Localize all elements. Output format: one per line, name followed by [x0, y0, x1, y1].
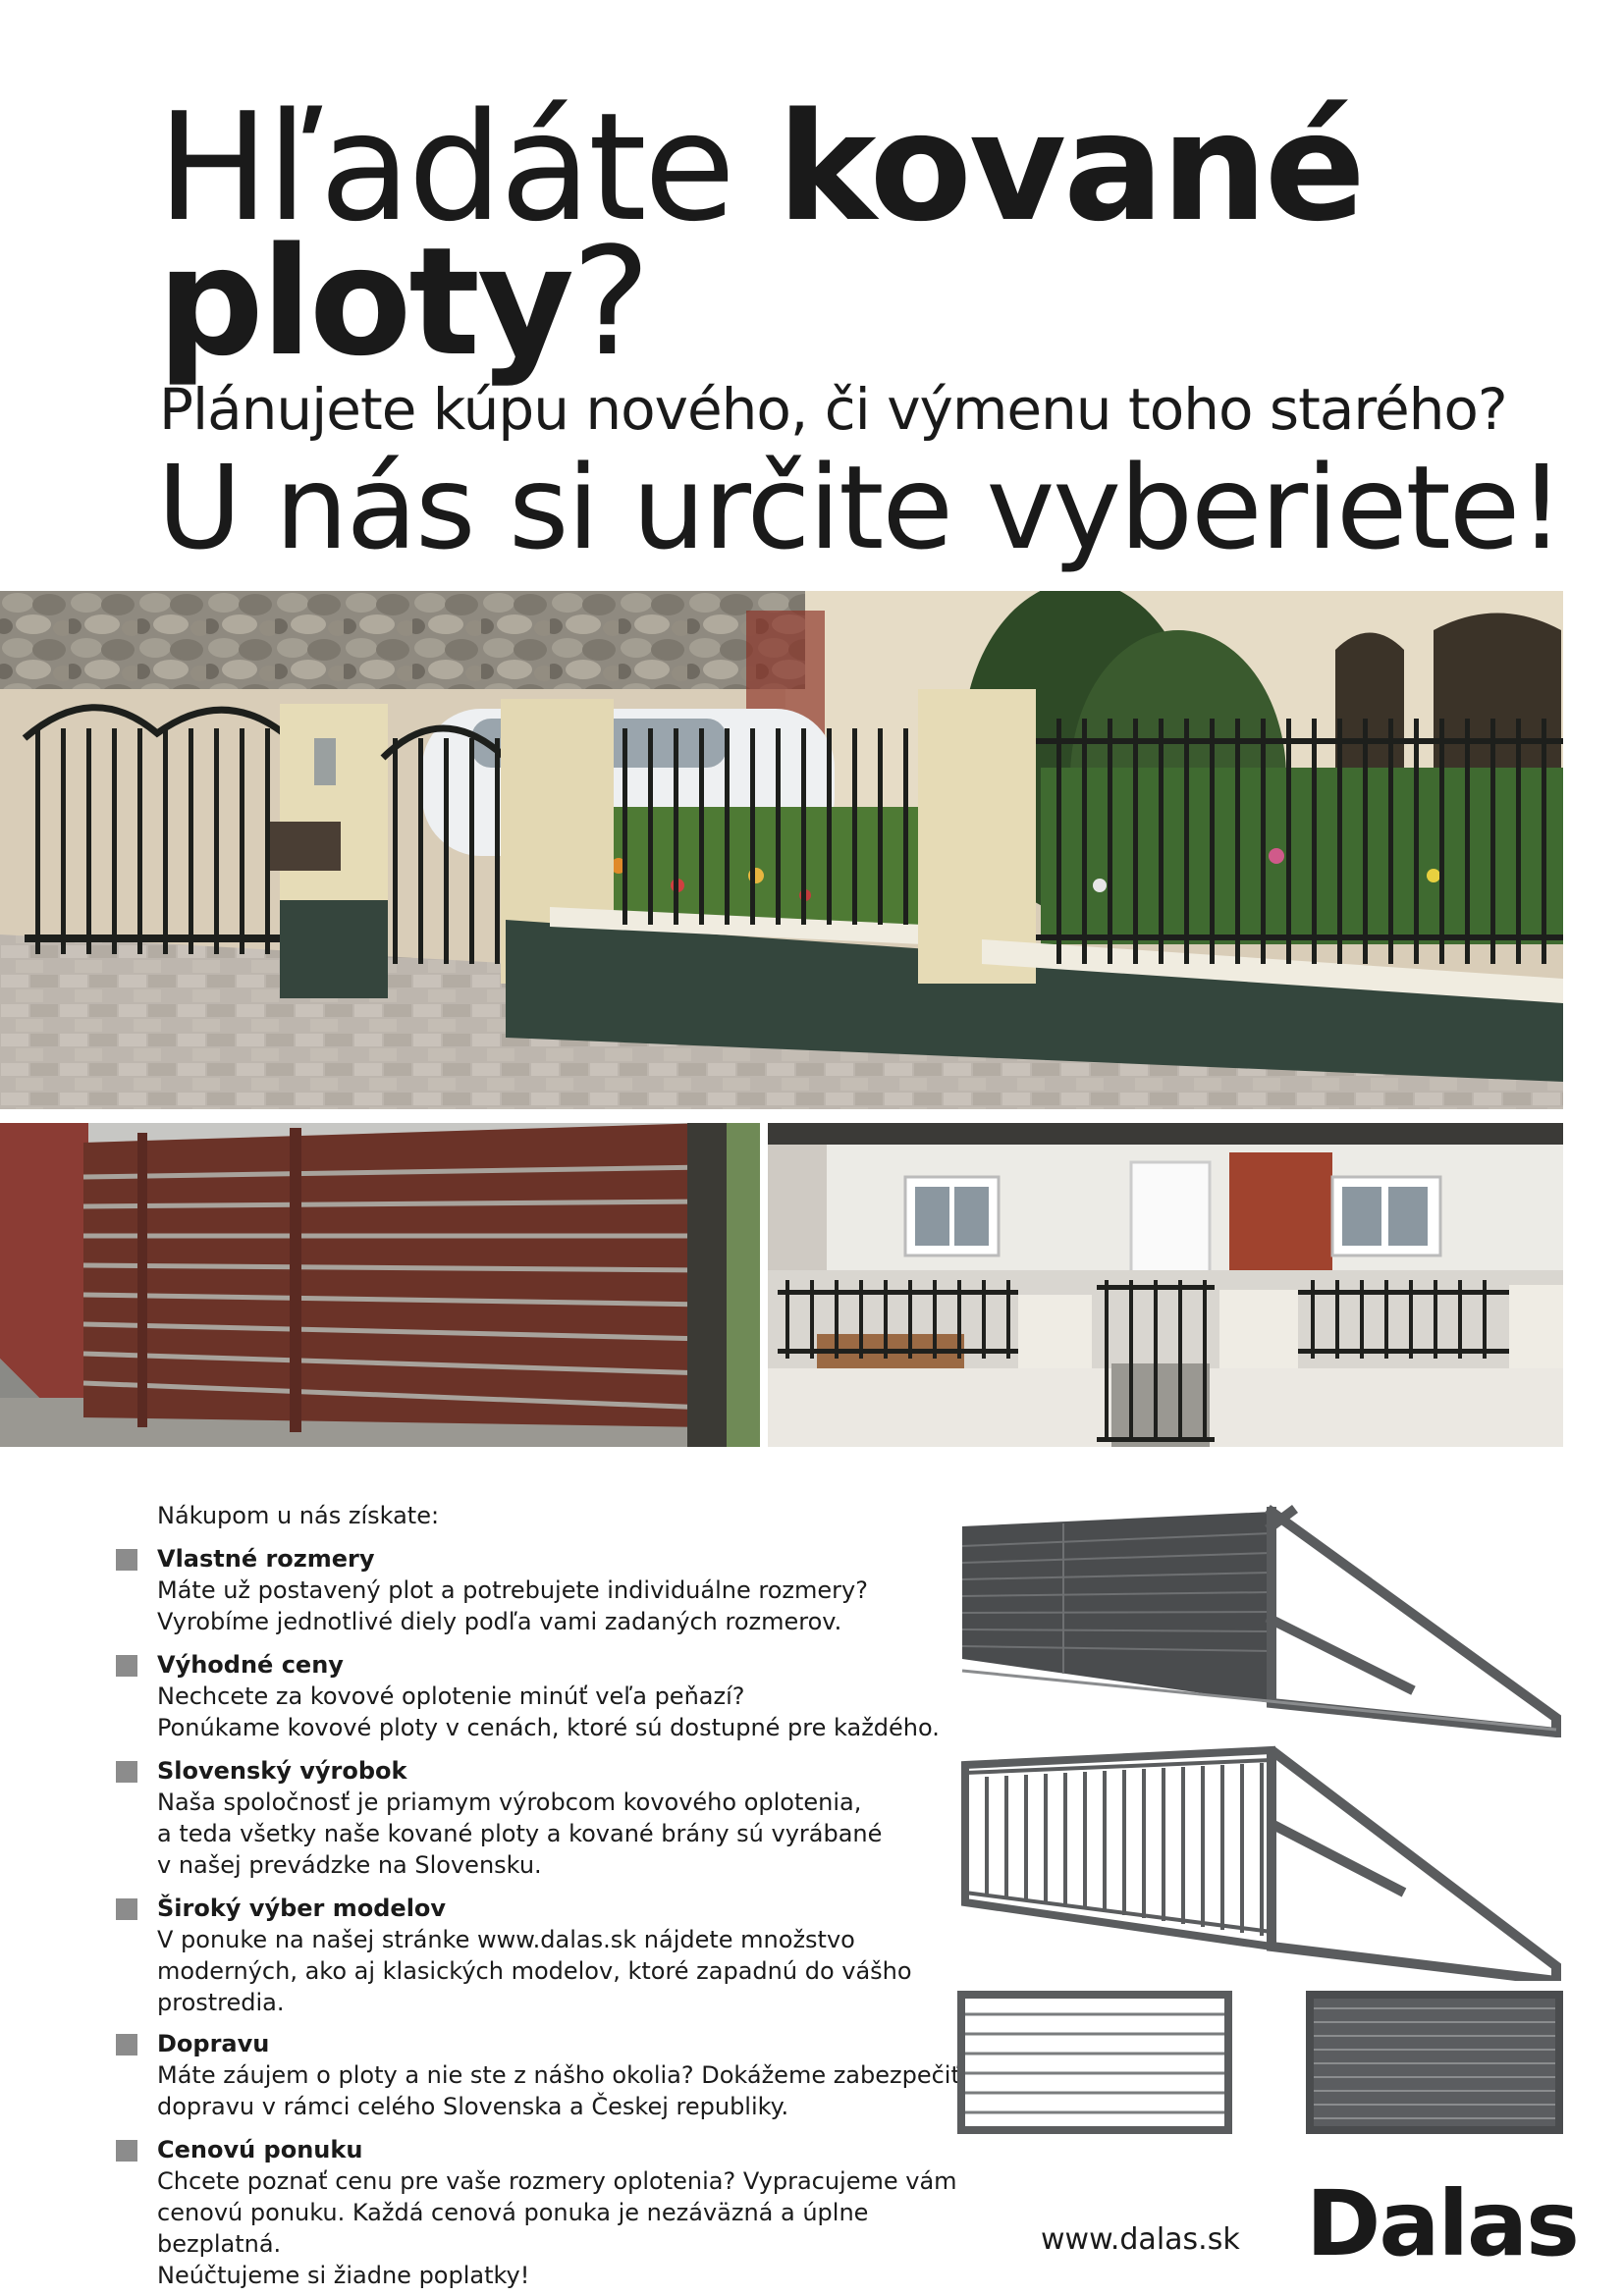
benefit-title: Dopravu	[157, 2030, 270, 2057]
photo-wrought-iron-fence	[0, 591, 1563, 1109]
benefit-item	[116, 1649, 960, 1743]
bullet-square-icon	[116, 2140, 137, 2162]
headline-bold-word: kované	[777, 80, 1363, 254]
website-url[interactable]: www.dalas.sk	[1041, 2222, 1240, 2257]
bullet-square-icon	[116, 2034, 137, 2056]
benefit-item	[116, 2028, 960, 2122]
headline-line-2	[157, 215, 648, 389]
benefit-text: V ponuke na našej stránke www.dalas.sk nájdete množstvo moderných, ako aj klasických modelov, ktoré zapadnú do vášho prostredia.	[157, 1926, 912, 2016]
bullet-square-icon	[116, 1549, 137, 1571]
benefit-item	[116, 1755, 960, 1881]
fence-panel-dark-illustration	[1306, 1991, 1563, 2138]
benefit-item	[116, 1893, 960, 2018]
headline-thin-word: Hľadáte	[157, 80, 733, 254]
benefit-title: Široký výber modelov	[157, 1895, 447, 1922]
dalas-logo: Dalas	[1306, 2171, 1578, 2276]
benefit-title: Vlastné rozmery	[157, 1545, 375, 1573]
benefit-title: Výhodné ceny	[157, 1651, 344, 1679]
benefit-text: Máte záujem o ploty a nie ste z nášho okolia? Dokážeme zabezpečiť dopravu v rámci celého Slovenska a Českej republiky.	[157, 2061, 960, 2120]
photo-house-fence	[768, 1123, 1563, 1447]
fence-panel-white-illustration	[957, 1991, 1232, 2138]
benefit-text: Nechcete za kovové oplotenie minúť veľa peňazí? Ponúkame kovové ploty v cenách, ktoré sú dostupné pre každého.	[157, 1682, 940, 1741]
benefits-intro: Nákupom u nás získate:	[157, 1502, 440, 1529]
benefit-title: Cenovú ponuku	[157, 2136, 363, 2163]
headline-bold-word-2: ploty	[157, 215, 572, 389]
sliding-gate-bars-illustration	[957, 1745, 1566, 1981]
bullet-square-icon	[116, 1898, 137, 1920]
benefit-title: Slovenský výrobok	[157, 1757, 407, 1785]
benefit-item	[116, 1543, 960, 1637]
headline-question-mark: ?	[571, 215, 648, 389]
bullet-square-icon	[116, 1761, 137, 1783]
headline-bigline: U nás si určite vyberiete!	[157, 440, 1563, 575]
benefit-item	[116, 2134, 960, 2291]
photo-slatted-gate	[0, 1123, 760, 1447]
benefit-text: Chcete poznať cenu pre vaše rozmery oplotenia? Vypracujeme vám cenovú ponuku. Každá cenová ponuka je nezáväzná a úplne bezplatná. Neúčtujeme si žiadne poplatky!	[157, 2167, 957, 2289]
benefit-text: Máte už postavený plot a potrebujete individuálne rozmery? Vyrobíme jednotlivé diely podľa vami zadaných rozmerov.	[157, 1576, 868, 1635]
sliding-gate-slatted-illustration	[957, 1502, 1566, 1737]
headline-subline: Plánujete kúpu nového, či výmenu toho starého?	[159, 376, 1507, 443]
benefit-text: Naša spoločnosť je priamym výrobcom kovového oplotenia, a teda všetky naše kované ploty a kované brány sú vyrábané v našej prevádzke na Slovensku.	[157, 1789, 883, 1879]
bullet-square-icon	[116, 1655, 137, 1677]
